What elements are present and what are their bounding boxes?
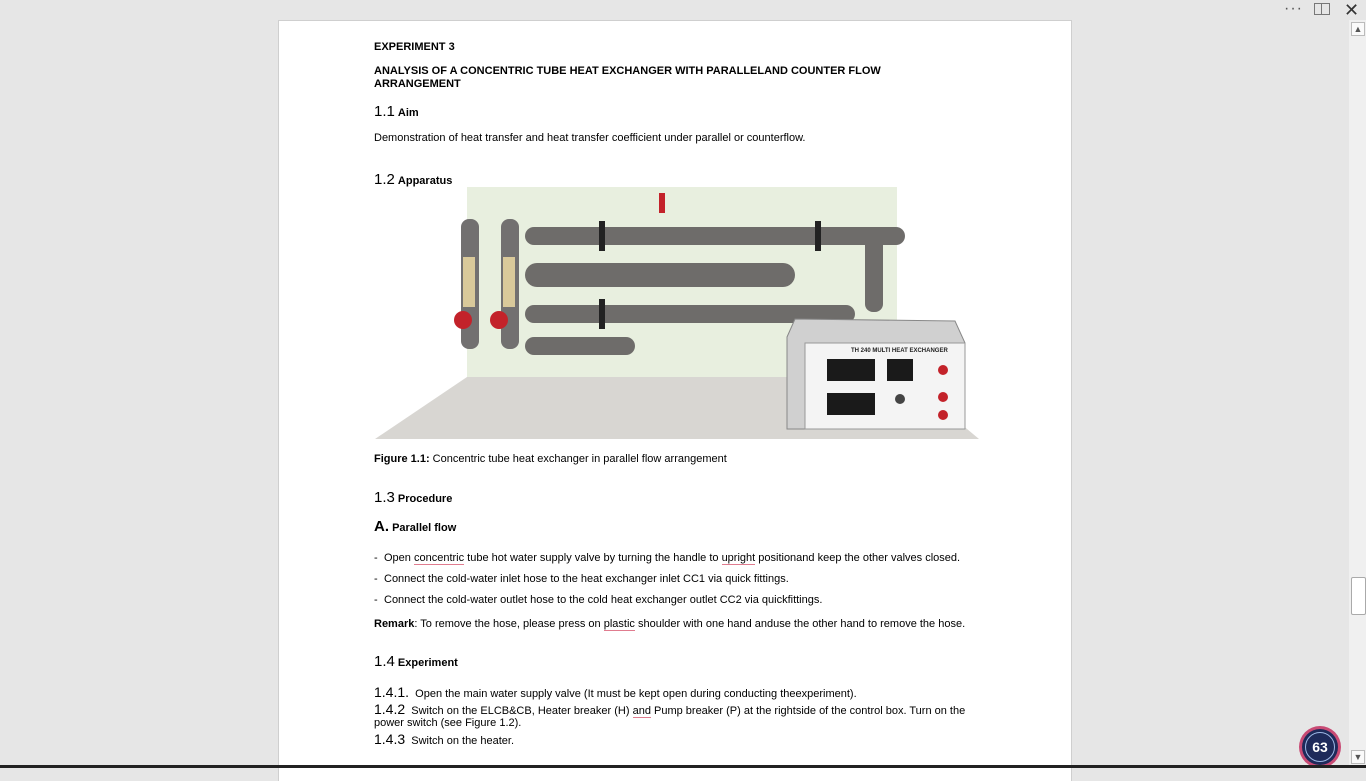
clamp xyxy=(815,221,821,251)
document-title-line2: ARRANGEMENT xyxy=(374,78,461,90)
step-1-4-2-line2: power switch (see Figure 1.2). xyxy=(374,717,522,729)
subsection-title: Parallel flow xyxy=(392,522,457,534)
section-heading-procedure xyxy=(374,489,452,506)
section-number: 1.3 xyxy=(374,489,395,506)
step-text: Open the main water supply valve (It must be kept open during conducting theexperiment). xyxy=(415,688,857,700)
scroll-down-icon[interactable]: ▼ xyxy=(1351,750,1365,764)
indicator-light xyxy=(938,392,948,402)
step-1-4-2: 1.4.2 Switch on the ELCB&CB, Heater breaker (H) and Pump breaker (P) at the rightside of the control box. Turn on the xyxy=(374,701,966,717)
experiment-label: EXPERIMENT 3 xyxy=(374,41,455,53)
document-title-line1: ANALYSIS OF A CONCENTRIC TUBE HEAT EXCHANGER WITH PARALLELAND COUNTER FLOW xyxy=(374,65,881,77)
valve-right xyxy=(490,311,508,329)
more-icon[interactable]: ··· xyxy=(1284,0,1303,17)
figure-caption-label: Figure 1.1: xyxy=(374,453,430,465)
subsection-heading-parallel-flow xyxy=(374,518,456,535)
document-page xyxy=(278,20,1072,781)
control-knob xyxy=(895,394,905,404)
temperature-display xyxy=(827,359,875,381)
flowmeter-left xyxy=(463,257,475,307)
temperature-display xyxy=(827,393,875,415)
apparatus-figure xyxy=(375,187,979,440)
panel-title: TH 240 MULTI HEAT EXCHANGER xyxy=(851,348,948,354)
layout-icon[interactable] xyxy=(1314,3,1330,15)
subsection-letter: A. xyxy=(374,518,389,535)
scrollbar-thumb[interactable] xyxy=(1351,577,1366,615)
temperature-display xyxy=(887,359,913,381)
flowmeter-right xyxy=(503,257,515,307)
indicator-light xyxy=(938,410,948,420)
remark: Remark: To remove the hose, please press on plastic shoulder with one hand anduse the other hand to remove the hose. xyxy=(374,618,966,630)
list-item: - Open concentric tube hot water supply valve by turning the handle to upright positionand keep the other valves closed. xyxy=(374,552,961,564)
step-number: 1.4.2 xyxy=(374,701,406,717)
vertical-scrollbar[interactable] xyxy=(1349,20,1366,765)
pipe-top xyxy=(525,227,905,245)
figure-caption-text: Concentric tube heat exchanger in parallel flow arrangement xyxy=(429,453,727,465)
indicator-light xyxy=(938,365,948,375)
clamp xyxy=(599,221,605,251)
section-heading-apparatus xyxy=(374,171,452,188)
figure-caption xyxy=(374,453,727,465)
section-title: Aim xyxy=(397,107,419,119)
step-number: 1.4.1. xyxy=(374,684,410,700)
section-title: Experiment xyxy=(397,657,458,669)
clamp xyxy=(599,299,605,329)
valve-left xyxy=(454,311,472,329)
section-number: 1.4 xyxy=(374,653,395,670)
page-number-badge[interactable]: 63 xyxy=(1302,729,1338,765)
step-1-4-3 xyxy=(374,731,514,747)
scroll-up-icon[interactable]: ▲ xyxy=(1351,22,1365,36)
section-number: 1.1 xyxy=(374,103,395,120)
close-icon[interactable]: ✕ xyxy=(1344,0,1360,20)
step-1-4-1 xyxy=(374,684,857,700)
section-number: 1.2 xyxy=(374,171,395,188)
list-item: - Connect the cold-water outlet hose to the cold heat exchanger outlet CC2 via quickfittings. xyxy=(374,594,823,606)
section-title: Apparatus xyxy=(397,175,453,187)
step-text: Switch on the heater. xyxy=(411,735,514,747)
aim-text: Demonstration of heat transfer and heat transfer coefficient under parallel or counterflow. xyxy=(374,132,806,144)
pipe-riser xyxy=(865,232,883,312)
pipe-middle xyxy=(525,263,795,287)
section-heading-aim xyxy=(374,103,419,120)
valve-top xyxy=(659,193,665,213)
section-heading-experiment xyxy=(374,653,458,670)
section-title: Procedure xyxy=(397,493,453,505)
pipe-bottom xyxy=(525,337,635,355)
list-item: - Connect the cold-water inlet hose to the heat exchanger inlet CC1 via quick fittings. xyxy=(374,573,789,585)
step-number: 1.4.3 xyxy=(374,731,406,747)
